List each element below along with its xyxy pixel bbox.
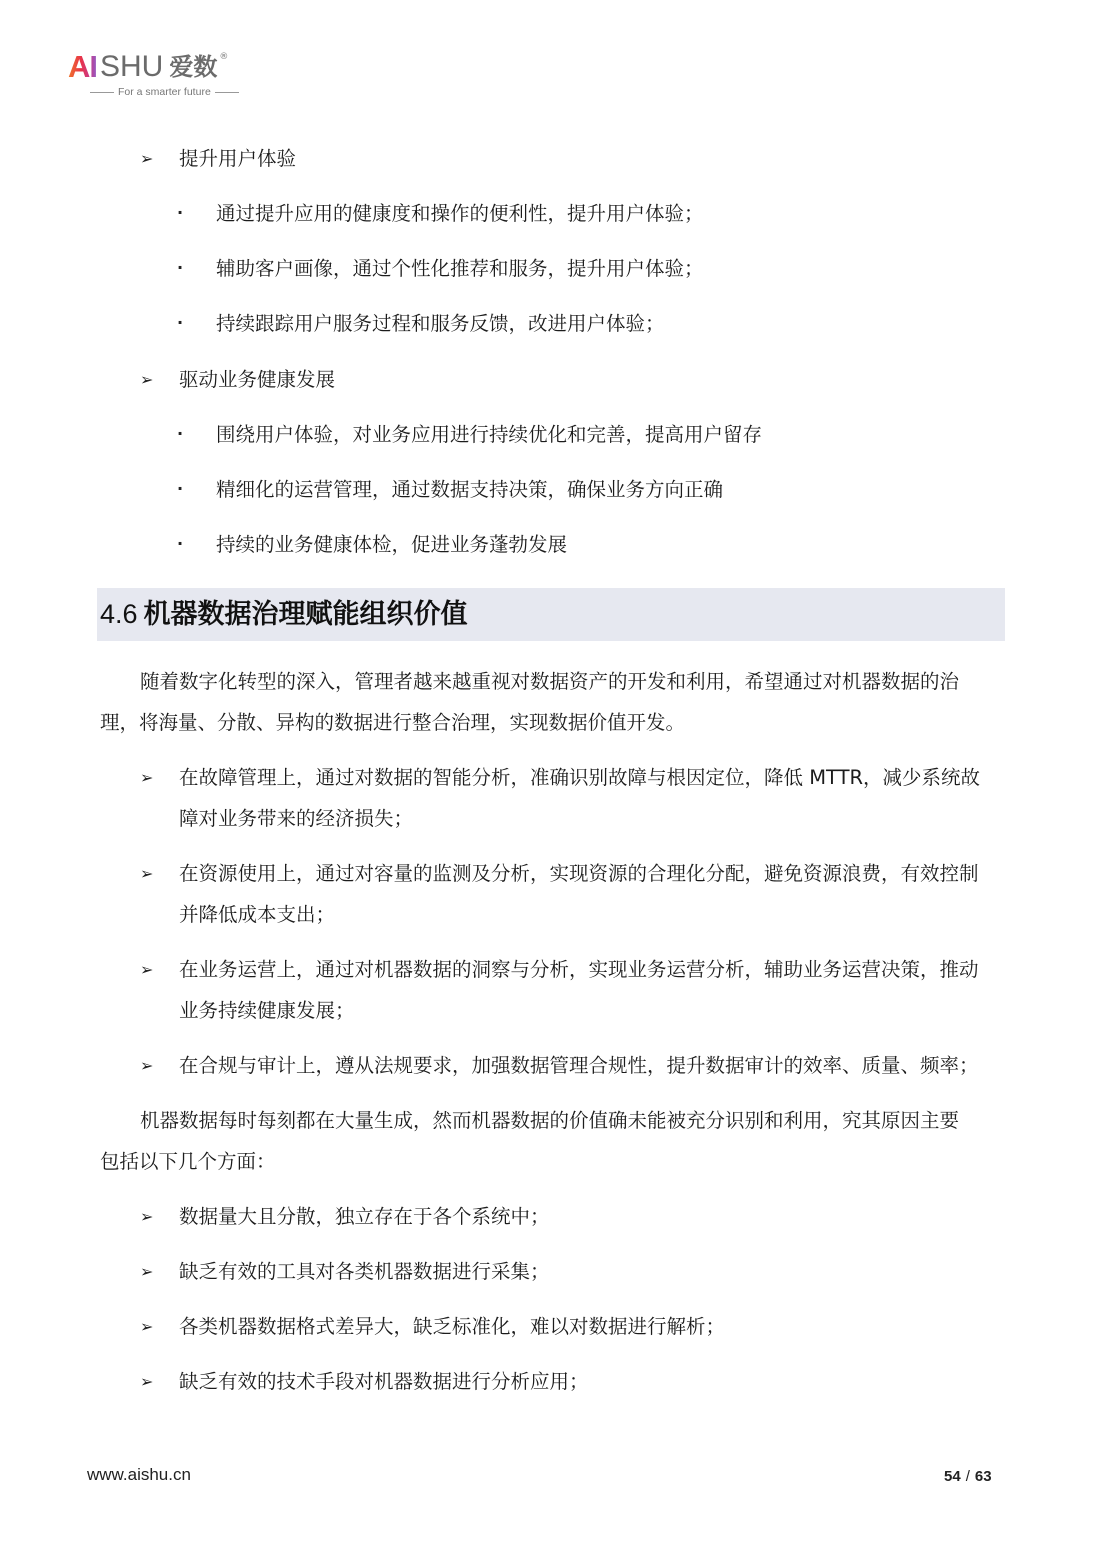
paragraph-line: 随着数字化转型的深入，管理者越来越重视对数据资产的开发和利用，希望通过对机器数据的治 [140, 670, 960, 693]
logo-ai: AI [68, 49, 97, 84]
list-item: 各类机器数据格式差异大，缺乏标准化，难以对数据进行解析； [179, 1315, 726, 1338]
dot-bullet-icon: · [177, 258, 184, 277]
dot-bullet-icon: · [177, 313, 184, 332]
arrow-bullet-icon: ➢ [140, 1056, 154, 1075]
website-link[interactable]: www.aishu.cn [87, 1465, 191, 1484]
arrow-bullet-icon: ➢ [140, 1317, 154, 1336]
dot-bullet-icon: · [177, 479, 184, 498]
arrow-bullet-icon: ➢ [140, 149, 154, 168]
aishu-logo [68, 50, 288, 102]
logo-shu: SHU [100, 50, 164, 83]
arrow-bullet-icon: ➢ [140, 864, 154, 883]
dot-bullet-icon: · [177, 203, 184, 222]
arrow-bullet-icon: ➢ [140, 1262, 154, 1281]
logo-chinese: 爱数 [169, 53, 218, 81]
list-item-cont: 并降低成本支出； [179, 903, 336, 926]
list-item: 通过提升应用的健康度和操作的便利性，提升用户体验； [216, 202, 704, 225]
list-item: 缺乏有效的技术手段对机器数据进行分析应用； [179, 1370, 589, 1393]
list-item: 在业务运营上，通过对机器数据的洞察与分析，实现业务运营分析，辅助业务运营决策，推动 [179, 958, 979, 981]
list-item: 辅助客户画像，通过个性化推荐和服务，提升用户体验； [216, 257, 704, 280]
group-title: 驱动业务健康发展 [179, 368, 336, 391]
list-item: 持续的业务健康体检，促进业务蓬勃发展 [216, 533, 568, 556]
group-title: 提升用户体验 [179, 147, 297, 170]
paragraph-line: 理，将海量、分散、异构的数据进行整合治理，实现数据价值开发。 [100, 711, 686, 734]
paragraph-line: 机器数据每时每刻都在大量生成，然而机器数据的价值确未能被充分识别和利用，究其原因主要 [140, 1109, 960, 1132]
arrow-bullet-icon: ➢ [140, 768, 154, 787]
logo-wordmark [68, 50, 228, 84]
current-page: 54 [944, 1468, 961, 1485]
dot-bullet-icon: · [177, 534, 184, 553]
list-item: 在故障管理上，通过对数据的智能分析，准确识别故障与根因定位，降低 MTTR，减少系统故 [179, 766, 981, 789]
paragraph-line: 包括以下几个方面： [100, 1150, 276, 1173]
list-item: 持续跟踪用户服务过程和服务反馈，改进用户体验； [216, 312, 665, 335]
registered-icon: ® [219, 52, 229, 62]
list-item: 在资源使用上，通过对容量的监测及分析，实现资源的合理化分配，避免资源浪费，有效控制 [179, 862, 979, 885]
page-indicator: 54 / 63 [944, 1468, 992, 1485]
list-item: 在合规与审计上，遵从法规要求，加强数据管理合规性，提升数据审计的效率、质量、频率； [179, 1054, 979, 1077]
list-item-cont: 业务持续健康发展； [179, 999, 355, 1022]
list-item: 精细化的运营管理，通过数据支持决策，确保业务方向正确 [216, 478, 724, 501]
dot-bullet-icon: · [177, 424, 184, 443]
list-item: 缺乏有效的工具对各类机器数据进行采集； [179, 1260, 550, 1283]
section-heading [97, 588, 1005, 641]
list-item-cont: 障对业务带来的经济损失； [179, 807, 414, 830]
section-number: 4.6 [100, 599, 138, 629]
section-title: 机器数据治理赋能组织价值 [143, 599, 468, 630]
arrow-bullet-icon: ➢ [140, 1207, 154, 1226]
logo-tagline: For a smarter future [86, 86, 243, 98]
arrow-bullet-icon: ➢ [140, 960, 154, 979]
arrow-bullet-icon: ➢ [140, 370, 154, 389]
list-item: 数据量大且分散，独立存在于各个系统中； [179, 1205, 550, 1228]
total-pages: 63 [974, 1468, 992, 1485]
arrow-bullet-icon: ➢ [140, 1372, 154, 1391]
list-item: 围绕用户体验，对业务应用进行持续优化和完善，提高用户留存 [216, 423, 763, 446]
